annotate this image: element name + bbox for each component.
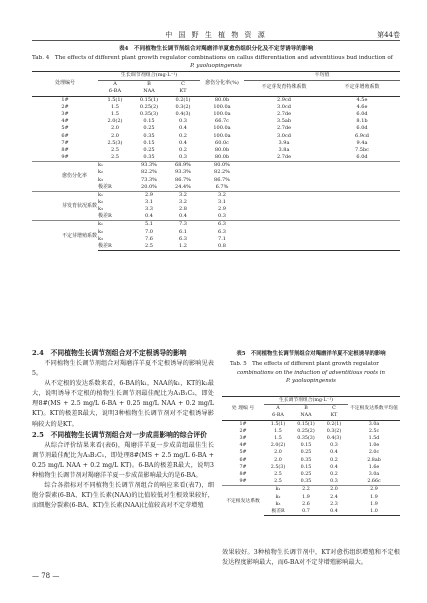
- analysis-a: 0.4: [145, 213, 153, 220]
- journal-name: 中 国 野 生 植 物 资 源: [165, 31, 267, 39]
- cell-bud-coef: 7.5bc: [355, 146, 369, 153]
- cell-bud-len: 3.0cd: [277, 103, 291, 110]
- cell-kt: 0.3: [179, 118, 187, 125]
- cell-kt: 0.4(3): [326, 436, 342, 442]
- cell-bud-coef: 8.1b: [356, 118, 368, 125]
- analysis-c: 1.9: [370, 494, 378, 500]
- t5-head-b2: NAA: [292, 412, 320, 420]
- cell-naa: 0.25: [300, 472, 312, 478]
- empty-cell: [324, 221, 400, 229]
- analysis-k: k₁: [98, 191, 132, 199]
- table5-body: [222, 420, 400, 516]
- analysis-a: 3.1: [145, 198, 153, 205]
- analysis-row: [32, 162, 400, 170]
- cell-kt: 0.4: [179, 125, 187, 132]
- t5-head-b: B: [304, 406, 308, 412]
- cell-kt: 0.4: [330, 450, 338, 456]
- cell-id: 8#: [239, 472, 247, 478]
- empty-cell: [244, 177, 324, 184]
- analysis-c: 86.7%: [214, 176, 230, 183]
- t4-head-b2: NAA: [132, 88, 166, 96]
- analysis-b: 24.4%: [175, 183, 191, 190]
- analysis-b: 2.3: [330, 501, 338, 507]
- empty-cell: [244, 213, 324, 221]
- analysis-a: 73.3%: [141, 176, 157, 183]
- cell-kt: 0.2(1): [326, 421, 342, 427]
- analysis-group-label: 芽发育状况系数: [32, 191, 98, 221]
- table5-caption-species: P. yaoluopingensis: [286, 377, 336, 384]
- analysis-c: 3.1: [218, 198, 226, 205]
- analysis-group-label: 不定芽增殖系数: [32, 221, 98, 251]
- analysis-c: 1.0: [348, 508, 400, 516]
- cell-bud-coef: 6.0d: [356, 125, 368, 132]
- cell-naa: 0.35(3): [139, 111, 159, 118]
- cell-kt: 0.3: [179, 154, 187, 161]
- table-row: [222, 478, 400, 486]
- table-row: [32, 96, 400, 104]
- cell-root-coef: 1.5d: [368, 436, 380, 442]
- empty-cell: [324, 213, 400, 221]
- analysis-a: 0.7: [292, 508, 320, 516]
- cell-kt: 0.3: [330, 479, 338, 485]
- analysis-k: k₃: [275, 501, 281, 507]
- cell-bud-coef: 4.6e: [356, 103, 368, 110]
- table4: [32, 71, 400, 251]
- cell-root-coef: 1.6e: [368, 464, 380, 470]
- table-row: [222, 457, 400, 464]
- empty-cell: [244, 184, 324, 192]
- cell-6ba: 1.5(1): [107, 96, 123, 103]
- cell-6ba: 2.5(3): [107, 139, 123, 146]
- empty-cell: [244, 229, 324, 236]
- cell-kt: 0.2(1): [175, 96, 191, 103]
- analysis-k: k₂: [275, 494, 281, 500]
- analysis-k: k₁: [98, 221, 132, 229]
- analysis-k: k₁: [98, 162, 132, 170]
- t4-head-coef: 不定芽增殖系数: [324, 80, 400, 96]
- cell-id: 2#: [239, 428, 247, 434]
- cell-root-coef: 3.0a: [368, 472, 380, 478]
- cell-bud-coef: 6.0d: [356, 111, 368, 118]
- paragraph: 从不定根的发达系数来看，6-BA的k₁，NAA的k₁，KT的k₂最大，说明诱导不定根的植物生长调节剂最佳配比为A₁B₁C₂，即处理8#(MS + 2.5 mg/L 6-BA + 0.25 mg/L NAA + 0.2 mg/L KT)。KT的极差R最大，说明3种植物生长调节剂对不定根诱导影响较大的是KT。: [32, 380, 214, 428]
- cell-kt: 0.4: [330, 464, 338, 470]
- analysis-b: 6.1: [179, 228, 187, 235]
- cell-kt: 0.4(3): [175, 111, 191, 118]
- analysis-b: 7.3: [166, 221, 200, 229]
- analysis-c: 1.9: [370, 501, 378, 507]
- analysis-group-label: 愈伤分化率: [32, 162, 98, 192]
- cell-6ba: 2.0: [274, 450, 282, 456]
- cell-id: 5#: [239, 450, 247, 456]
- t4-head-a: A: [113, 80, 117, 87]
- analysis-c: 80.0%: [200, 162, 244, 170]
- analysis-c: 3.2: [200, 191, 244, 199]
- cell-naa: 0.35: [300, 479, 312, 485]
- cell-6ba: 1.5: [111, 111, 119, 118]
- cell-6ba: 1.5: [111, 103, 119, 110]
- cell-naa: 0.35: [143, 132, 155, 139]
- cell-root-coef: 2.5c: [368, 428, 380, 434]
- analysis-c: 0.8: [200, 243, 244, 251]
- table-row: [222, 449, 400, 456]
- t5-head-c: C: [332, 406, 336, 412]
- cell-id: 7#: [239, 464, 247, 470]
- table4-caption-en: Tab. 4 The effects of different plant growth regulator combinations on callus differentiation and adventitious bud induction of: [32, 55, 393, 61]
- analysis-b: 0.4: [320, 508, 348, 516]
- table-row: [32, 154, 400, 162]
- cell-kt: 0.3(2): [326, 428, 342, 434]
- analysis-b: 2.0: [320, 486, 348, 494]
- right-column-text: [222, 548, 400, 568]
- analysis-b: 93.3%: [175, 169, 191, 176]
- t4-head-rate: 愈伤分化率(%): [200, 72, 244, 97]
- table-row: [222, 420, 400, 428]
- empty-cell: [244, 199, 324, 206]
- analysis-b: 6.3: [179, 235, 187, 242]
- table4-body: [32, 96, 400, 250]
- empty-cell: [244, 162, 324, 170]
- t4-head-c: C: [181, 80, 185, 87]
- cell-id: 6#: [61, 132, 69, 139]
- cell-naa: 0.35: [143, 154, 155, 161]
- empty-cell: [324, 236, 400, 243]
- cell-kt: 0.2: [179, 146, 187, 153]
- table-row: [32, 147, 400, 154]
- analysis-c: 82.2%: [214, 169, 230, 176]
- volume-number: 第44卷: [377, 31, 400, 39]
- cell-id: 6#: [239, 457, 247, 463]
- cell-naa: 0.15(1): [297, 421, 315, 427]
- analysis-a: 2.6: [302, 501, 310, 507]
- cell-root-coef: 2.0c: [368, 450, 380, 456]
- analysis-b: 0.4: [179, 213, 187, 220]
- cell-naa: 0.15: [300, 443, 312, 449]
- cell-6ba: 2.0(2): [270, 443, 286, 449]
- cell-naa: 0.15(1): [139, 96, 159, 103]
- cell-id: 8#: [61, 146, 69, 153]
- t4-head-pgr: 生长调节剂组合(mg·L⁻¹): [98, 72, 200, 81]
- analysis-c: 6.7%: [215, 183, 229, 190]
- analysis-k: 极差R: [98, 213, 112, 220]
- cell-bud-len: 3.9a: [278, 139, 290, 146]
- analysis-group-label: 不定根发达系数: [222, 486, 264, 516]
- analysis-k: 极差R: [264, 508, 292, 516]
- cell-6ba: 2.5: [274, 472, 282, 478]
- left-column-text: [32, 348, 214, 511]
- paragraph: 从综合评价结果来看(表6)，羯磨洋羊夏一步成苗组最佳生长调节剂最佳配比为A₃B₂C₁，即处理8#(MS + 2.5 mg/L 6-BA + 0.25 mg/L NAA + 0.2 mg/L KT)。6-BA的极差R最大，说明3种植物生长调节剂对羯磨洋羊夏一步成苗影响最大的是6-BA。: [32, 441, 214, 479]
- analysis-row: [32, 221, 400, 229]
- analysis-k: k₁: [264, 486, 292, 494]
- section-2-5-heading: 2.5 不同植物生长调节剂组合对一步成苗影响的综合评价: [32, 430, 207, 439]
- table-row: [32, 118, 400, 125]
- t5-head-result: 不定根发达系数平均值: [348, 397, 400, 421]
- section-2-4-heading: 2.4 不同植物生长调节剂组合对不定根诱导的影响: [32, 349, 187, 357]
- table-row: [222, 442, 400, 449]
- cell-rate: 80.0b: [214, 96, 230, 103]
- cell-kt: 0.2: [330, 457, 338, 463]
- analysis-b: 2.8: [179, 206, 187, 213]
- empty-cell: [324, 191, 400, 199]
- cell-id: 1#: [61, 96, 69, 103]
- cell-rate: 80.0b: [214, 154, 230, 161]
- t4-head-mean: 平均值: [244, 72, 400, 81]
- table5-caption-en1: Tab. 5 The effects of different plant growth regulator: [230, 361, 379, 368]
- analysis-b: 86.7%: [175, 176, 191, 183]
- empty-cell: [324, 177, 400, 184]
- cell-rate: 66.7c: [215, 118, 229, 125]
- cell-id: 3#: [239, 436, 247, 442]
- cell-kt: 0.4: [179, 139, 187, 146]
- cell-rate: 100.0a: [213, 103, 231, 110]
- analysis-a: 20.0%: [141, 183, 157, 190]
- cell-6ba: 2.5: [111, 154, 119, 161]
- cell-naa: 0.25(2): [297, 428, 315, 434]
- analysis-a: 5.1: [132, 221, 166, 229]
- table-row: [222, 471, 400, 478]
- analysis-a: 1.9: [302, 494, 310, 500]
- cell-6ba: 1.5(1): [270, 421, 286, 427]
- cell-rate: 60.0c: [215, 139, 229, 146]
- cell-root-coef: 2.66c: [367, 479, 381, 485]
- cell-bud-len: 3.8a: [278, 146, 290, 153]
- analysis-a: 3.3: [145, 206, 153, 213]
- cell-bud-len: 2.7de: [276, 111, 292, 118]
- cell-naa: 0.25: [143, 146, 155, 153]
- t4-head-len: 不定芽发育特殊系数: [244, 80, 324, 96]
- analysis-b: 3.2: [179, 198, 187, 205]
- t4-head-number: 处理编号: [32, 72, 98, 97]
- cell-naa: 0.35: [300, 457, 312, 463]
- analysis-c: 6.3: [218, 228, 226, 235]
- t5-head-number: 处 理编 号: [222, 397, 264, 421]
- cell-naa: 0.25(2): [139, 103, 159, 110]
- cell-root-coef: 3.0a: [368, 421, 380, 427]
- cell-root-coef: 1.0e: [368, 443, 380, 449]
- cell-id: 3#: [61, 111, 69, 118]
- paragraph: 不同植物生长调节剂组合对羯磨洋羊夏不定根诱导的影响见表5。: [32, 360, 214, 378]
- cell-root-coef: 2.8ab: [367, 457, 381, 463]
- t5-head-a: A: [276, 406, 280, 412]
- cell-id: 5#: [61, 125, 69, 132]
- empty-cell: [244, 236, 324, 243]
- cell-6ba: 1.5: [274, 436, 282, 442]
- cell-id: 9#: [239, 479, 247, 485]
- cell-bud-len: 2.7de: [276, 125, 292, 132]
- table-row: [32, 125, 400, 132]
- table4-caption-species: P. yaoluopingensis: [190, 63, 242, 69]
- empty-cell: [244, 221, 324, 229]
- table5-caption: [222, 350, 400, 385]
- analysis-a: 7.0: [145, 228, 153, 235]
- table4-caption: [32, 45, 400, 70]
- paragraph: 综合各指标对不同植物生长调节剂组合的响应来看(表7)，细胞分裂素(6-BA、KT)生长素(NAA)的比值较低对生根效果较好，而细胞分裂素(6-BA、KT)生长素(NAA)比值较高对不定芽增殖: [32, 482, 214, 510]
- header-rule: [32, 40, 400, 41]
- analysis-k: k₃: [98, 206, 104, 213]
- empty-cell: [324, 162, 400, 170]
- analysis-a: 93.3%: [132, 162, 166, 170]
- cell-id: 1#: [239, 421, 247, 427]
- cell-rate: 100.0a: [213, 111, 231, 118]
- t4-head-c2: KT: [166, 88, 200, 96]
- cell-id: 9#: [61, 154, 69, 161]
- cell-naa: 0.25: [143, 125, 155, 132]
- table-row: [32, 133, 400, 140]
- analysis-c: 6.3: [200, 221, 244, 229]
- analysis-a: 2.2: [292, 486, 320, 494]
- cell-bud-len: 2.9cd: [277, 96, 291, 103]
- table-row: [32, 104, 400, 111]
- analysis-c: 7.1: [218, 235, 226, 242]
- cell-6ba: 1.5: [274, 428, 282, 434]
- empty-cell: [244, 191, 324, 199]
- empty-cell: [324, 199, 400, 206]
- page-number: — 78 —: [32, 572, 60, 580]
- cell-bud-len: 2.7de: [276, 154, 292, 161]
- analysis-k: 极差R: [98, 243, 132, 251]
- t5-head-c2: KT: [320, 412, 348, 420]
- cell-bud-len: 3.0cd: [277, 132, 291, 139]
- analysis-row: [32, 191, 400, 199]
- cell-id: 2#: [61, 103, 69, 110]
- cell-kt: 0.3: [330, 443, 338, 449]
- cell-bud-coef: 4.5e: [356, 96, 368, 103]
- cell-rate: 100.0a: [213, 132, 231, 139]
- table4-caption-cn: 表4 不同植物生长调节剂组合对羯磨洋羊夏愈伤组织分化及不定芽诱导的影响: [118, 46, 314, 52]
- cell-6ba: 2.5(3): [270, 464, 286, 470]
- cell-bud-coef: 9.4a: [356, 139, 368, 146]
- analysis-k: 极差R: [98, 183, 112, 190]
- cell-bud-coef: 6.9cd: [355, 132, 369, 139]
- t4-head-a2: 6-BA: [98, 88, 132, 96]
- cell-6ba: 2.0: [111, 125, 119, 132]
- cell-naa: 0.15: [143, 118, 155, 125]
- analysis-a: 2.9: [132, 191, 166, 199]
- analysis-k: k₃: [98, 235, 104, 242]
- analysis-k: k₂: [98, 198, 104, 205]
- cell-naa: 0.25: [300, 450, 312, 456]
- table-row: [32, 140, 400, 147]
- cell-6ba: 2.0(2): [107, 118, 123, 125]
- cell-naa: 0.15: [143, 139, 155, 146]
- empty-cell: [324, 206, 400, 213]
- table5-caption-cn: 表5 不同植物生长调节剂组合对羯磨洋羊夏不定根诱导的影响: [236, 351, 386, 357]
- cell-kt: 0.3(2): [175, 103, 191, 110]
- analysis-a: 2.5: [132, 243, 166, 251]
- table-row: [222, 428, 400, 435]
- analysis-b: 3.2: [166, 191, 200, 199]
- cell-bud-coef: 6.0d: [356, 154, 368, 161]
- cell-6ba: 2.5: [111, 146, 119, 153]
- cell-kt: 0.2: [179, 132, 187, 139]
- analysis-a: 7.6: [145, 235, 153, 242]
- analysis-k: k₂: [98, 169, 104, 176]
- cell-6ba: 2.0: [274, 457, 282, 463]
- analysis-b: 2.4: [330, 494, 338, 500]
- empty-cell: [324, 169, 400, 176]
- empty-cell: [324, 184, 400, 192]
- t5-head-a2: 6-BA: [264, 412, 292, 420]
- t4-head-b: B: [147, 80, 151, 87]
- paragraph: 效果较好。3种植物生长调节剂中，KT对愈伤组织增殖和不定根发达程度影响最大，而6-BA对不定芽增殖影响最大。: [222, 549, 400, 567]
- analysis-c: 0.3: [218, 213, 226, 220]
- cell-naa: 0.15: [300, 464, 312, 470]
- empty-cell: [244, 206, 324, 213]
- analysis-a: 82.2%: [141, 169, 157, 176]
- table5-caption-en2: combinations on the induction of adventitious roots in: [237, 369, 385, 376]
- table-row: [222, 464, 400, 471]
- analysis-k: k₂: [98, 228, 104, 235]
- cell-bud-len: 3.5ab: [276, 118, 292, 125]
- cell-rate: 80.0b: [214, 146, 230, 153]
- analysis-k: k₃: [98, 176, 104, 183]
- table5: [222, 396, 400, 516]
- cell-rate: 100.0a: [213, 125, 231, 132]
- empty-cell: [324, 243, 400, 251]
- cell-kt: 0.2: [330, 472, 338, 478]
- analysis-b: 68.9%: [166, 162, 200, 170]
- table-row: [32, 111, 400, 118]
- empty-cell: [244, 169, 324, 176]
- empty-cell: [244, 243, 324, 251]
- analysis-row: [222, 486, 400, 494]
- cell-6ba: 2.5: [274, 479, 282, 485]
- analysis-c: 2.9: [348, 486, 400, 494]
- empty-cell: [324, 229, 400, 236]
- cell-naa: 0.35(3): [297, 436, 315, 442]
- table-row: [222, 435, 400, 442]
- cell-6ba: 2.0: [111, 132, 119, 139]
- analysis-c: 2.9: [218, 206, 226, 213]
- cell-id: 7#: [61, 139, 69, 146]
- t5-head-pgr: 生长调节剂组合(mg·L⁻¹): [264, 397, 348, 405]
- cell-id: 4#: [61, 118, 69, 125]
- cell-id: 4#: [239, 443, 247, 449]
- analysis-b: 1.2: [166, 243, 200, 251]
